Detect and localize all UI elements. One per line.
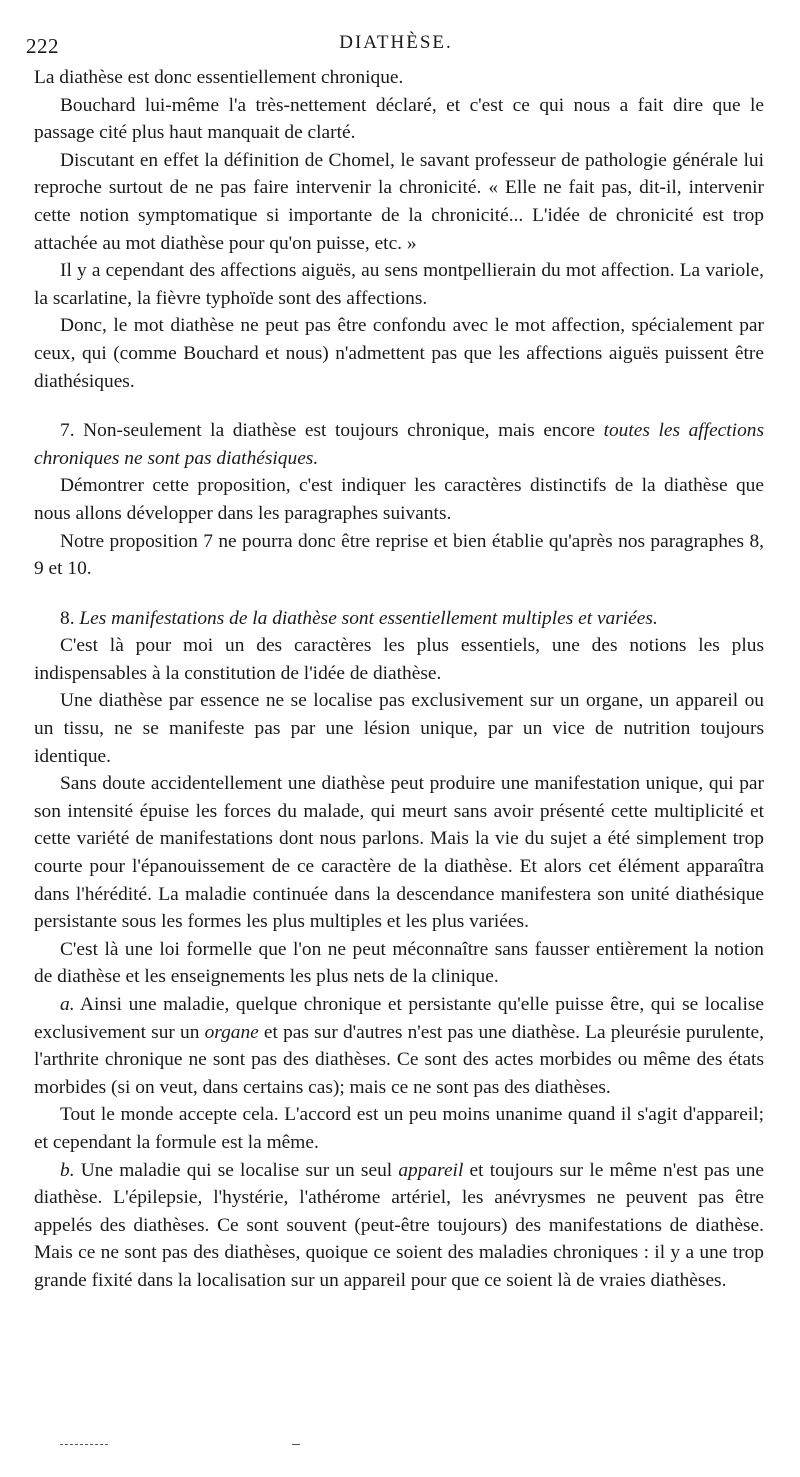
paragraph: Une diathèse par essence ne se localise pas exclusivement sur un organe, un appareil ou un tissu, ne se manifeste pas par une lésion unique, par un vice de nutrition toujours identique. bbox=[34, 690, 764, 767]
section-7-lead: 7. Non-seulement la diathèse est toujours chronique, mais encore bbox=[60, 420, 604, 442]
item-a-lead: Ainsi une maladie, quelque chronique et persistante qu'elle puisse être, qui se localise exclusivement sur un bbox=[34, 994, 764, 1043]
item-b-tail: et toujours sur le même n'est pas une diathèse. L'épilepsie, l'hystérie, l'athérome artériel, les anévrysmes ne peuvent pas être appelés des diathèses. Ce sont souvent (peut-être toujours) des manifestations de diathèse. Mais ce ne sont pas des diathèses, quoique ce soient des maladies chroniques : il y a une trop grande fixité dans la localisation sur un appareil pour que ce soient là de vraies diathèses. bbox=[34, 1159, 764, 1291]
paragraph: La diathèse est donc essentiellement chronique. bbox=[34, 67, 404, 88]
section-8-heading bbox=[34, 605, 764, 633]
paragraph: Démontrer cette proposition, c'est indiquer les caractères distinctifs de la diathèse que nous allons développer dans les paragraphes suivants. bbox=[34, 475, 764, 524]
item-b-lead: Une maladie qui se localise sur un seul bbox=[74, 1159, 399, 1181]
footer-mark bbox=[292, 1444, 300, 1445]
paragraph: C'est là pour moi un des caractères les plus essentiels, une des notions les plus indispensables à la constitution de l'idée de diathèse. bbox=[34, 635, 764, 684]
paragraph: Il y a cependant des affections aiguës, au sens montpellierain du mot affection. La variole, la scarlatine, la fièvre typhoïde sont des affections. bbox=[34, 260, 764, 309]
paragraph: C'est là une loi formelle que l'on ne peut méconnaître sans fausser entièrement la notion de diathèse et les enseignements les plus nets de la clinique. bbox=[34, 938, 764, 988]
running-title: DIATHÈSE. bbox=[339, 32, 453, 53]
item-b-marker: b. bbox=[60, 1159, 75, 1181]
paragraph: Notre proposition 7 ne pourra donc être reprise et bien établie qu'après nos paragraphes 8, 9 et 10. bbox=[34, 530, 764, 580]
section-8-italic: Les manifestations de la diathèse sont essentiellement multiples et variées. bbox=[79, 607, 658, 629]
item-b-italic: appareil bbox=[398, 1159, 464, 1181]
footer-rule bbox=[60, 1444, 108, 1445]
section-7-italic: toutes les affections chroniques ne sont pas diathésiques. bbox=[34, 420, 765, 469]
section-7-heading bbox=[34, 417, 764, 472]
item-a-tail: et pas sur d'autres n'est pas une diathèse. La pleurésie purulente, l'arthrite chronique ne sont pas des diathèses. Ce sont des actes morbides ou même des états morbides (si on veut, dans certains cas); mais ce ne sont pas des diathèses. bbox=[34, 1021, 764, 1098]
paragraph: Sans doute accidentellement une diathèse peut produire une manifestation unique, qui par son intensité épuise les forces du malade, qui meurt sans avoir présenté cette multiplicité et cette variété de manifestations dont nous parlons. Mais la vie du sujet a été simplement trop courte pour l'épanouissement de ce caractère de la diathèse. Et alors cet élément apparaîtra dans l'hérédité. La maladie continuée dans la descendance manifestera son unité diathésique persistante sous les formes les plus multiples et les plus variées. bbox=[34, 773, 764, 933]
paragraph-a bbox=[34, 991, 764, 1101]
paragraph: Discutant en effet la définition de Chomel, le savant professeur de pathologie générale lui reproche surtout de ne pas faire intervenir la chronicité. « Elle ne fait pas, dit-il, intervenir cette notion symptomatique si importante de la chronicité... L'idée de chronicité est trop attachée au mot diathèse pour qu'on puisse, etc. » bbox=[34, 149, 764, 254]
paragraph: Bouchard lui-même l'a très-nettement déclaré, et c'est ce qui nous a fait dire que le passage cité plus haut manquait de clarté. bbox=[34, 94, 764, 144]
section-8-lead: 8. bbox=[60, 607, 80, 629]
paragraph: Tout le monde accepte cela. L'accord est un peu moins unanime quand il s'agit d'appareil; et cependant la formule est la même. bbox=[34, 1104, 764, 1153]
paragraph: Donc, le mot diathèse ne peut pas être confondu avec le mot affection, spécialement par ceux, qui (comme Bouchard et nous) n'admettent pas que les affections aiguës puissent être diathésiques. bbox=[34, 315, 764, 392]
page-header bbox=[26, 30, 766, 60]
page-number: 222 bbox=[26, 34, 59, 58]
item-a-italic: organe bbox=[204, 1021, 259, 1043]
paragraph-b bbox=[34, 1157, 764, 1295]
body-text bbox=[34, 64, 764, 1295]
item-a-marker: a. bbox=[60, 994, 75, 1015]
